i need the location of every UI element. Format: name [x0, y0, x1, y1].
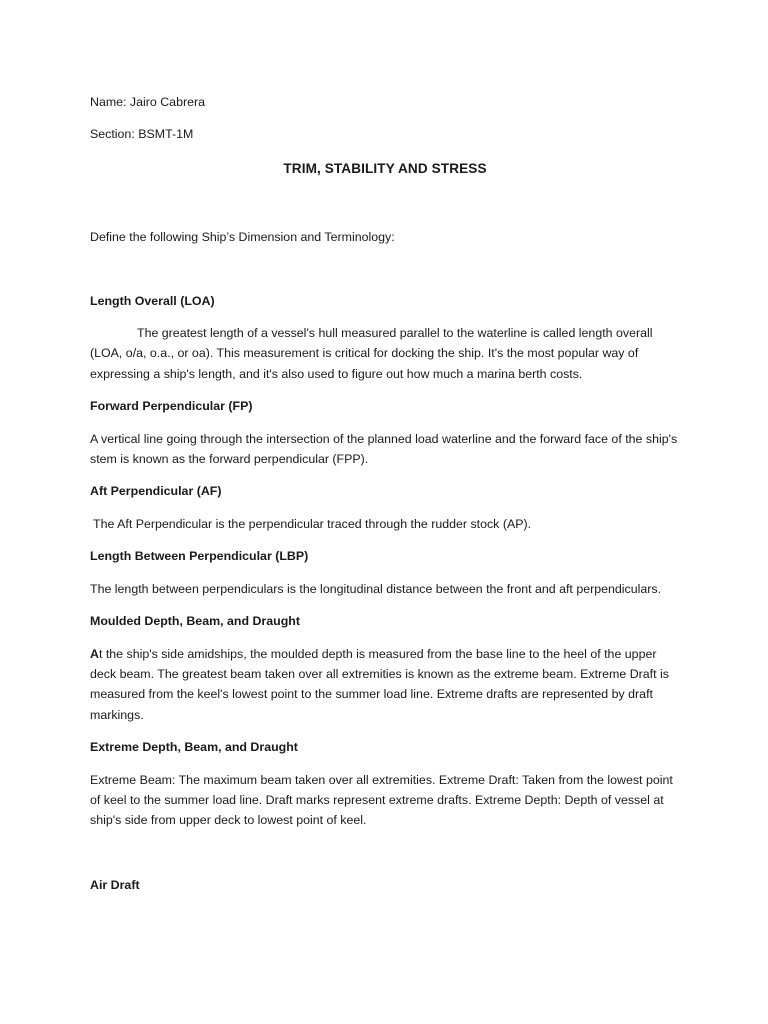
heading-extreme-depth: Extreme Depth, Beam, and Draught [90, 740, 298, 755]
student-name: Name: Jairo Cabrera [90, 95, 206, 109]
paragraph-moulded-depth [90, 644, 680, 726]
heading-aft-perpendicular: Aft Perpendicular (AF) [90, 484, 222, 499]
paragraph-moulded-depth-text: t the ship's side amidships, the moulded depth is measured from the base line to the heel of the upper deck beam. The greatest beam taken over all extremities is known as the extreme beam. Extreme Draft is measured from the keel's lowest point to the summer load line. Extreme drafts are represented by draft markings. [90, 646, 669, 722]
heading-air-draft: Air Draft [90, 877, 140, 892]
heading-forward-perpendicular: Forward Perpendicular (FP) [90, 399, 253, 414]
paragraph-forward-perpendicular: A vertical line going through the intersection of the planned load waterline and the forward face of the ship's stem is known as the forward perpendicular (FPP). [90, 431, 678, 467]
heading-moulded-depth: Moulded Depth, Beam, and Draught [90, 614, 300, 629]
document-content [90, 92, 680, 907]
document-title: TRIM, STABILITY AND STRESS [283, 160, 487, 176]
student-section: Section: BSMT-1M [90, 127, 194, 142]
paragraph-aft-perpendicular: The Aft Perpendicular is the perpendicular traced through the rudder stock (AP). [93, 516, 532, 531]
heading-length-between-perpendicular: Length Between Perpendicular (LBP) [90, 549, 309, 564]
heading-length-overall: Length Overall (LOA) [90, 293, 215, 308]
instructions: Define the following Ship’s Dimension and Terminology: [90, 230, 395, 245]
paragraph-lead-letter: A [90, 646, 99, 661]
paragraph-length-between-perpendicular: The length between perpendiculars is the longitudinal distance between the front and aft perpendiculars. [90, 581, 662, 596]
paragraph-length-overall: The greatest length of a vessel's hull measured parallel to the waterline is called length overall (LOA, o/a, o.a., or oa). This measurement is critical for docking the ship. It's the most popular way of expressing a ship's length, and it's also used to figure out how much a marina berth costs. [90, 326, 653, 381]
paragraph-extreme-depth: Extreme Beam: The maximum beam taken over all extremities. Extreme Draft: Taken from the lowest point of keel to the summer load line. Draft marks represent extreme drafts. Extreme Depth: Depth of vessel at ship's side from upper deck to lowest point of keel. [90, 772, 673, 828]
